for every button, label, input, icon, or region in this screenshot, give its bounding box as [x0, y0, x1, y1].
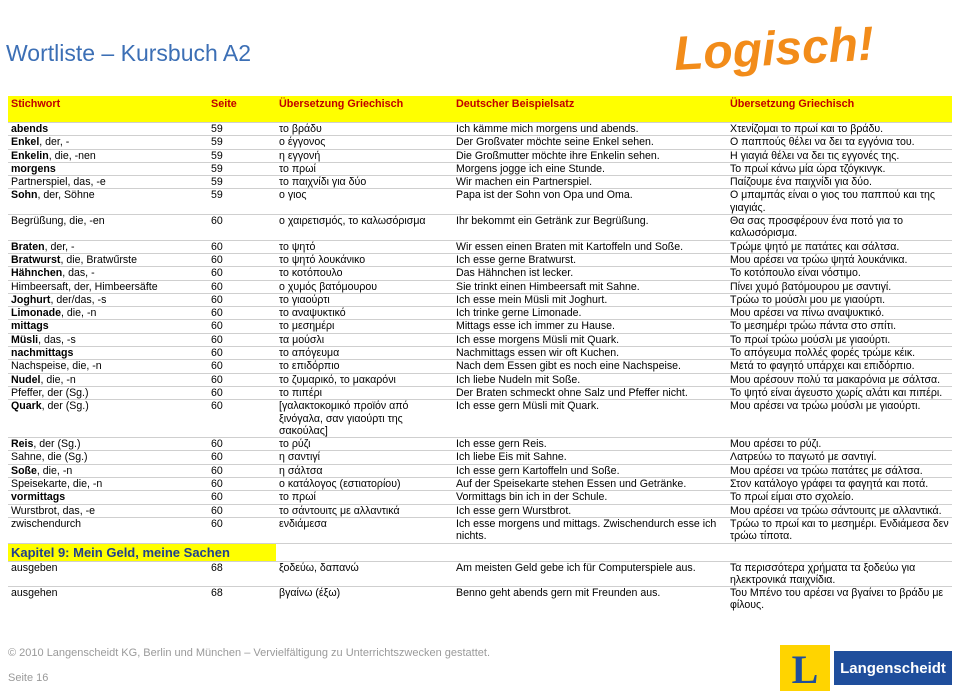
satz-uebersetzung-cell: Τα περισσότερα χρήματα τα ξοδεύω για ηλεκτρονικά παιχνίδια.: [727, 561, 952, 587]
stichwort-cell: [8, 517, 208, 543]
stichwort-cell: [8, 491, 208, 504]
stichwort: Limonade: [11, 307, 62, 320]
seite-cell: 60: [208, 253, 276, 266]
beispielsatz-cell: Nach dem Essen gibt es noch eine Nachspeise.: [453, 360, 727, 373]
stichwort-cell: [8, 136, 208, 149]
table-row: [8, 280, 952, 293]
stichwort-cell: [8, 360, 208, 373]
beispielsatz-cell: Ich liebe Eis mit Sahne.: [453, 451, 727, 464]
section-row: [8, 543, 952, 561]
stichwort-cell: [8, 587, 208, 612]
satz-uebersetzung-cell: Μου αρέσουν πολύ τα μακαρόνια με σάλτσα.: [727, 373, 952, 386]
seite-cell: 60: [208, 478, 276, 491]
seite-cell: 60: [208, 293, 276, 306]
stichwort-grammar: , die, -nen: [48, 149, 96, 162]
uebersetzung-cell: το ψητό: [276, 240, 453, 253]
beispielsatz-cell: Am meisten Geld gebe ich für Computerspiele aus.: [453, 561, 727, 587]
stichwort: nachmittags: [11, 347, 74, 360]
stichwort: Himbeersaft, der, Himbeersäfte: [11, 280, 158, 293]
stichwort: ausgeben: [11, 561, 58, 574]
stichwort-grammar: , die, Bratwűrste: [60, 253, 137, 266]
satz-uebersetzung-cell: Μετά το φαγητό υπάρχει και επιδόρπιο.: [727, 360, 952, 373]
satz-uebersetzung-cell: Το κοτόπουλο είναι νόστιμο.: [727, 267, 952, 280]
seite-cell: 59: [208, 176, 276, 189]
seite-cell: 59: [208, 123, 276, 136]
seite-cell: 59: [208, 189, 276, 215]
uebersetzung-cell: το επιδόρπιο: [276, 360, 453, 373]
uebersetzung-cell: το ζυμαρικό, το μακαρόνι: [276, 373, 453, 386]
beispielsatz-cell: Benno geht abends gern mit Freunden aus.: [453, 587, 727, 612]
satz-uebersetzung-cell: Μου αρέσει να τρώω σάντουιτς με αλλαντικά.: [727, 504, 952, 517]
satz-uebersetzung-cell: Μου αρέσει να τρώω ψητά λουκάνικα.: [727, 253, 952, 266]
stichwort-cell: [8, 215, 208, 241]
uebersetzung-cell: το πρωί: [276, 162, 453, 175]
uebersetzung-cell: ο χαιρετισμός, το καλωσόρισμα: [276, 215, 453, 241]
stichwort-grammar: , der, Söhne: [37, 189, 95, 202]
beispielsatz-cell: Ich esse gern Wurstbrot.: [453, 504, 727, 517]
seite-cell: 60: [208, 267, 276, 280]
seite-cell: 60: [208, 386, 276, 399]
stichwort: zwischendurch: [11, 517, 82, 530]
stichwort: Joghurt: [11, 293, 51, 306]
stichwort-cell: [8, 347, 208, 360]
uebersetzung-cell: ξοδεύω, δαπανώ: [276, 561, 453, 587]
table-row: [8, 215, 952, 241]
header-row: [8, 96, 952, 123]
stichwort-cell: [8, 293, 208, 306]
seite-cell: 60: [208, 504, 276, 517]
stichwort-grammar: , das, -: [62, 267, 95, 280]
table-row: [8, 253, 952, 266]
logisch-logo-text: Logisch!: [672, 17, 876, 82]
seite-cell: 60: [208, 307, 276, 320]
logisch-logo: [670, 10, 910, 85]
satz-uebersetzung-cell: Μου αρέσει να τρώω πατάτες με σάλτσα.: [727, 464, 952, 477]
stichwort: Enkel: [11, 136, 40, 149]
beispielsatz-cell: Das Hähnchen ist lecker.: [453, 267, 727, 280]
stichwort-cell: [8, 123, 208, 136]
satz-uebersetzung-cell: Το πρωί κάνω μία ώρα τζόγκινγκ.: [727, 162, 952, 175]
stichwort: abends: [11, 123, 49, 135]
uebersetzung-cell: ενδιάμεσα: [276, 517, 453, 543]
uebersetzung-cell: ο χυμός βατόμουρου: [276, 280, 453, 293]
beispielsatz-cell: Nachmittags essen wir oft Kuchen.: [453, 347, 727, 360]
header-beispielsatz: Deutscher Beispielsatz: [453, 96, 727, 123]
seite-cell: 60: [208, 280, 276, 293]
uebersetzung-cell: [γαλακτοκομικό προϊόν από ξινόγαλα, σαν γιαούρτι της σακούλας]: [276, 400, 453, 438]
page-number: Seite 16: [8, 672, 49, 684]
langenscheidt-logo-name: Langenscheidt: [840, 660, 946, 677]
stichwort: Braten: [11, 240, 45, 253]
stichwort-grammar: , der (Sg.): [33, 438, 81, 451]
beispielsatz-cell: Ich esse mein Müsli mit Joghurt.: [453, 293, 727, 306]
table-row: [8, 149, 952, 162]
satz-uebersetzung-cell: Το απόγευμα πολλές φορές τρώμε κέικ.: [727, 347, 952, 360]
uebersetzung-cell: το πιπέρι: [276, 386, 453, 399]
beispielsatz-cell: Ich esse morgens und mittags. Zwischendurch esse ich nichts.: [453, 517, 727, 543]
seite-cell: 60: [208, 517, 276, 543]
satz-uebersetzung-cell: Τρώω το πρωί και το μεσημέρι. Ενδιάμεσα δεν τρώω τίποτα.: [727, 517, 952, 543]
table-row: [8, 587, 952, 612]
satz-uebersetzung-cell: Χτενίζομαι το πρωί και το βράδυ.: [727, 123, 952, 136]
satz-uebersetzung-cell: Το πρωί τρώω μούσλι με γιαούρτι.: [727, 333, 952, 346]
stichwort-cell: [8, 162, 208, 175]
stichwort-cell: [8, 464, 208, 477]
header-seite: Seite: [208, 96, 276, 123]
table-row: [8, 451, 952, 464]
uebersetzung-cell: το μεσημέρι: [276, 320, 453, 333]
table-row: [8, 400, 952, 438]
uebersetzung-cell: η σάλτσα: [276, 464, 453, 477]
satz-uebersetzung-cell: Η γιαγιά θέλει να δει τις εγγονές της.: [727, 149, 952, 162]
table-row: [8, 162, 952, 175]
seite-cell: 60: [208, 400, 276, 438]
table-row: [8, 123, 952, 136]
uebersetzung-cell: το απόγευμα: [276, 347, 453, 360]
stichwort: Speisekarte, die, -n: [11, 478, 103, 491]
stichwort: Begrüßung, die, -en: [11, 215, 105, 228]
stichwort: vormittags: [11, 491, 66, 504]
page-title: Wortliste – Kursbuch A2: [6, 40, 252, 66]
stichwort: Soße: [11, 464, 37, 477]
stichwort-grammar: , die, -n: [36, 464, 73, 477]
beispielsatz-cell: Papa ist der Sohn von Opa und Oma.: [453, 189, 727, 215]
table-row: [8, 240, 952, 253]
stichwort-cell: [8, 176, 208, 189]
stichwort: Sohn: [11, 189, 38, 202]
table-row: [8, 267, 952, 280]
beispielsatz-cell: Wir essen einen Braten mit Kartoffeln und Soße.: [453, 240, 727, 253]
satz-uebersetzung-cell: Στον κατάλογο γράφει τα φαγητά και ποτά.: [727, 478, 952, 491]
seite-cell: 59: [208, 162, 276, 175]
stichwort: Reis: [11, 438, 34, 451]
satz-uebersetzung-cell: Ο μπαμπάς είναι ο γιος του παππού και της γιαγιάς.: [727, 189, 952, 215]
beispielsatz-cell: Ich esse gerne Bratwurst.: [453, 253, 727, 266]
satz-uebersetzung-cell: Παίζουμε ένα παιχνίδι για δύο.: [727, 176, 952, 189]
stichwort: Bratwurst: [11, 253, 61, 266]
stichwort-cell: [8, 307, 208, 320]
table-row: [8, 373, 952, 386]
stichwort: mittags: [11, 320, 49, 333]
beispielsatz-cell: Morgens jogge ich eine Stunde.: [453, 162, 727, 175]
seite-cell: 60: [208, 438, 276, 451]
uebersetzung-cell: το ρύζι: [276, 438, 453, 451]
satz-uebersetzung-cell: Τρώμε ψητό με πατάτες και σάλτσα.: [727, 240, 952, 253]
stichwort: Quark: [11, 400, 42, 413]
stichwort-cell: [8, 267, 208, 280]
seite-cell: 59: [208, 149, 276, 162]
beispielsatz-cell: Der Braten schmeckt ohne Salz und Pfeffer nicht.: [453, 386, 727, 399]
uebersetzung-cell: το πρωί: [276, 491, 453, 504]
satz-uebersetzung-cell: Ο παππούς θέλει να δει τα εγγόνια του.: [727, 136, 952, 149]
seite-cell: 68: [208, 587, 276, 612]
seite-cell: 60: [208, 320, 276, 333]
table-row: [8, 561, 952, 587]
stichwort-cell: [8, 280, 208, 293]
seite-cell: 60: [208, 215, 276, 241]
stichwort-cell: [8, 240, 208, 253]
table-row: [8, 464, 952, 477]
stichwort-cell: [8, 320, 208, 333]
table-row: [8, 333, 952, 346]
stichwort-cell: [8, 438, 208, 451]
stichwort-cell: [8, 333, 208, 346]
header-uebersetzung: Übersetzung Griechisch: [276, 96, 453, 123]
stichwort-cell: [8, 189, 208, 215]
uebersetzung-cell: ο έγγονος: [276, 136, 453, 149]
satz-uebersetzung-cell: Μου αρέσει να τρώω μούσλι με γιαούρτι.: [727, 400, 952, 438]
uebersetzung-cell: το παιχνίδι για δύο: [276, 176, 453, 189]
langenscheidt-logo: [780, 645, 952, 691]
uebersetzung-cell: το ψητό λουκάνικο: [276, 253, 453, 266]
word-list-table: [8, 96, 952, 612]
stichwort: Hähnchen: [11, 267, 63, 280]
uebersetzung-cell: τα μούσλι: [276, 333, 453, 346]
table-row: [8, 293, 952, 306]
satz-uebersetzung-cell: Τρώω το μούσλι μου με γιαούρτι.: [727, 293, 952, 306]
stichwort-cell: [8, 373, 208, 386]
uebersetzung-cell: βγαίνω (έξω): [276, 587, 453, 612]
seite-cell: 60: [208, 333, 276, 346]
beispielsatz-cell: Ich esse gern Reis.: [453, 438, 727, 451]
stichwort: Partnerspiel, das, -e: [11, 176, 106, 189]
beispielsatz-cell: Der Großvater möchte seine Enkel sehen.: [453, 136, 727, 149]
stichwort-grammar: , das, -s: [38, 333, 76, 346]
beispielsatz-cell: Ich liebe Nudeln mit Soße.: [453, 373, 727, 386]
seite-cell: 60: [208, 451, 276, 464]
beispielsatz-cell: Wir machen ein Partnerspiel.: [453, 176, 727, 189]
satz-uebersetzung-cell: Το μεσημέρι τρώω πάντα στο σπίτι.: [727, 320, 952, 333]
table-row: [8, 504, 952, 517]
header-stichwort: Stichwort: [8, 96, 208, 123]
uebersetzung-cell: το σάντουιτς με αλλαντικά: [276, 504, 453, 517]
beispielsatz-cell: Sie trinkt einen Himbeersaft mit Sahne.: [453, 280, 727, 293]
stichwort-grammar: , die, -n: [40, 373, 76, 386]
stichwort-cell: [8, 400, 208, 438]
satz-uebersetzung-cell: Μου αρέσει το ρύζι.: [727, 438, 952, 451]
satz-uebersetzung-cell: Θα σας προσφέρουν ένα ποτό για το καλωσόρισμα.: [727, 215, 952, 241]
stichwort-grammar: , der, -: [44, 240, 75, 253]
satz-uebersetzung-cell: Του Μπένο του αρέσει να βγαίνει το βράδυ με φίλους.: [727, 587, 952, 612]
stichwort-cell: [8, 561, 208, 587]
beispielsatz-cell: Die Großmutter möchte ihre Enkelin sehen.: [453, 149, 727, 162]
table-row: [8, 517, 952, 543]
seite-cell: 60: [208, 240, 276, 253]
beispielsatz-cell: Ich esse gern Kartoffeln und Soße.: [453, 464, 727, 477]
seite-cell: 60: [208, 347, 276, 360]
seite-cell: 60: [208, 373, 276, 386]
table-row: [8, 478, 952, 491]
beispielsatz-cell: Vormittags bin ich in der Schule.: [453, 491, 727, 504]
stichwort-cell: [8, 386, 208, 399]
stichwort-grammar: , die, -n: [61, 307, 97, 320]
table-row: [8, 176, 952, 189]
stichwort-cell: [8, 504, 208, 517]
table-row: [8, 360, 952, 373]
stichwort-cell: [8, 451, 208, 464]
uebersetzung-cell: ο κατάλογος (εστιατορίου): [276, 478, 453, 491]
stichwort: morgens: [11, 162, 56, 175]
beispielsatz-cell: Ich esse gern Müsli mit Quark.: [453, 400, 727, 438]
uebersetzung-cell: το κοτόπουλο: [276, 267, 453, 280]
table-row: [8, 189, 952, 215]
copyright-footer: © 2010 Langenscheidt KG, Berlin und München – Vervielfältigung zu Unterrichtszwecken gestattet.: [8, 647, 490, 659]
stichwort-grammar: , der (Sg.): [41, 400, 89, 413]
stichwort: ausgehen: [11, 587, 58, 600]
uebersetzung-cell: το βράδυ: [276, 123, 453, 136]
uebersetzung-cell: ο γιος: [276, 189, 453, 215]
table-row: [8, 136, 952, 149]
stichwort-cell: [8, 478, 208, 491]
satz-uebersetzung-cell: Πίνει χυμό βατόμουρου με σαντιγί.: [727, 280, 952, 293]
stichwort-grammar: , der, -: [39, 136, 70, 149]
uebersetzung-cell: η σαντιγί: [276, 451, 453, 464]
stichwort: Enkelin: [11, 149, 49, 162]
beispielsatz-cell: Ich trinke gerne Limonade.: [453, 307, 727, 320]
uebersetzung-cell: το γιαούρτι: [276, 293, 453, 306]
stichwort: Nachspeise, die, -n: [11, 360, 102, 373]
beispielsatz-cell: Ihr bekommt ein Getränk zur Begrüßung.: [453, 215, 727, 241]
satz-uebersetzung-cell: Μου αρέσει να πίνω αναψυκτικό.: [727, 307, 952, 320]
table-row: [8, 347, 952, 360]
table-row: [8, 307, 952, 320]
uebersetzung-cell: η εγγονή: [276, 149, 453, 162]
langenscheidt-logo-letter: L: [791, 647, 819, 691]
uebersetzung-cell: το αναψυκτικό: [276, 307, 453, 320]
satz-uebersetzung-cell: Το πρωί είμαι στο σχολείο.: [727, 491, 952, 504]
beispielsatz-cell: Mittags esse ich immer zu Hause.: [453, 320, 727, 333]
stichwort-cell: [8, 149, 208, 162]
table-row: [8, 386, 952, 399]
seite-cell: 68: [208, 561, 276, 587]
beispielsatz-cell: Ich esse morgens Müsli mit Quark.: [453, 333, 727, 346]
section-filler: [276, 543, 952, 561]
beispielsatz-cell: Auf der Speisekarte stehen Essen und Getränke.: [453, 478, 727, 491]
table-row: [8, 320, 952, 333]
stichwort: Wurstbrot, das, -e: [11, 504, 95, 517]
beispielsatz-cell: Ich kämme mich morgens und abends.: [453, 123, 727, 136]
satz-uebersetzung-cell: Λατρεύω το παγωτό με σαντιγί.: [727, 451, 952, 464]
header-satz-uebersetzung: Übersetzung Griechisch: [727, 96, 952, 123]
table-row: [8, 491, 952, 504]
stichwort: Müsli: [11, 333, 39, 346]
stichwort-cell: [8, 253, 208, 266]
stichwort: Sahne, die (Sg.): [11, 451, 88, 464]
stichwort-grammar: , der/das, -s: [50, 293, 107, 306]
stichwort: Pfeffer, der (Sg.): [11, 386, 89, 399]
seite-cell: 59: [208, 136, 276, 149]
seite-cell: 60: [208, 491, 276, 504]
seite-cell: 60: [208, 464, 276, 477]
stichwort: Nudel: [11, 373, 41, 386]
section-heading: Kapitel 9: Mein Geld, meine Sachen: [8, 543, 276, 561]
satz-uebersetzung-cell: Το ψητό είναι άγευστο χωρίς αλάτι και πιπέρι.: [727, 386, 952, 399]
seite-cell: 60: [208, 360, 276, 373]
table-row: [8, 438, 952, 451]
